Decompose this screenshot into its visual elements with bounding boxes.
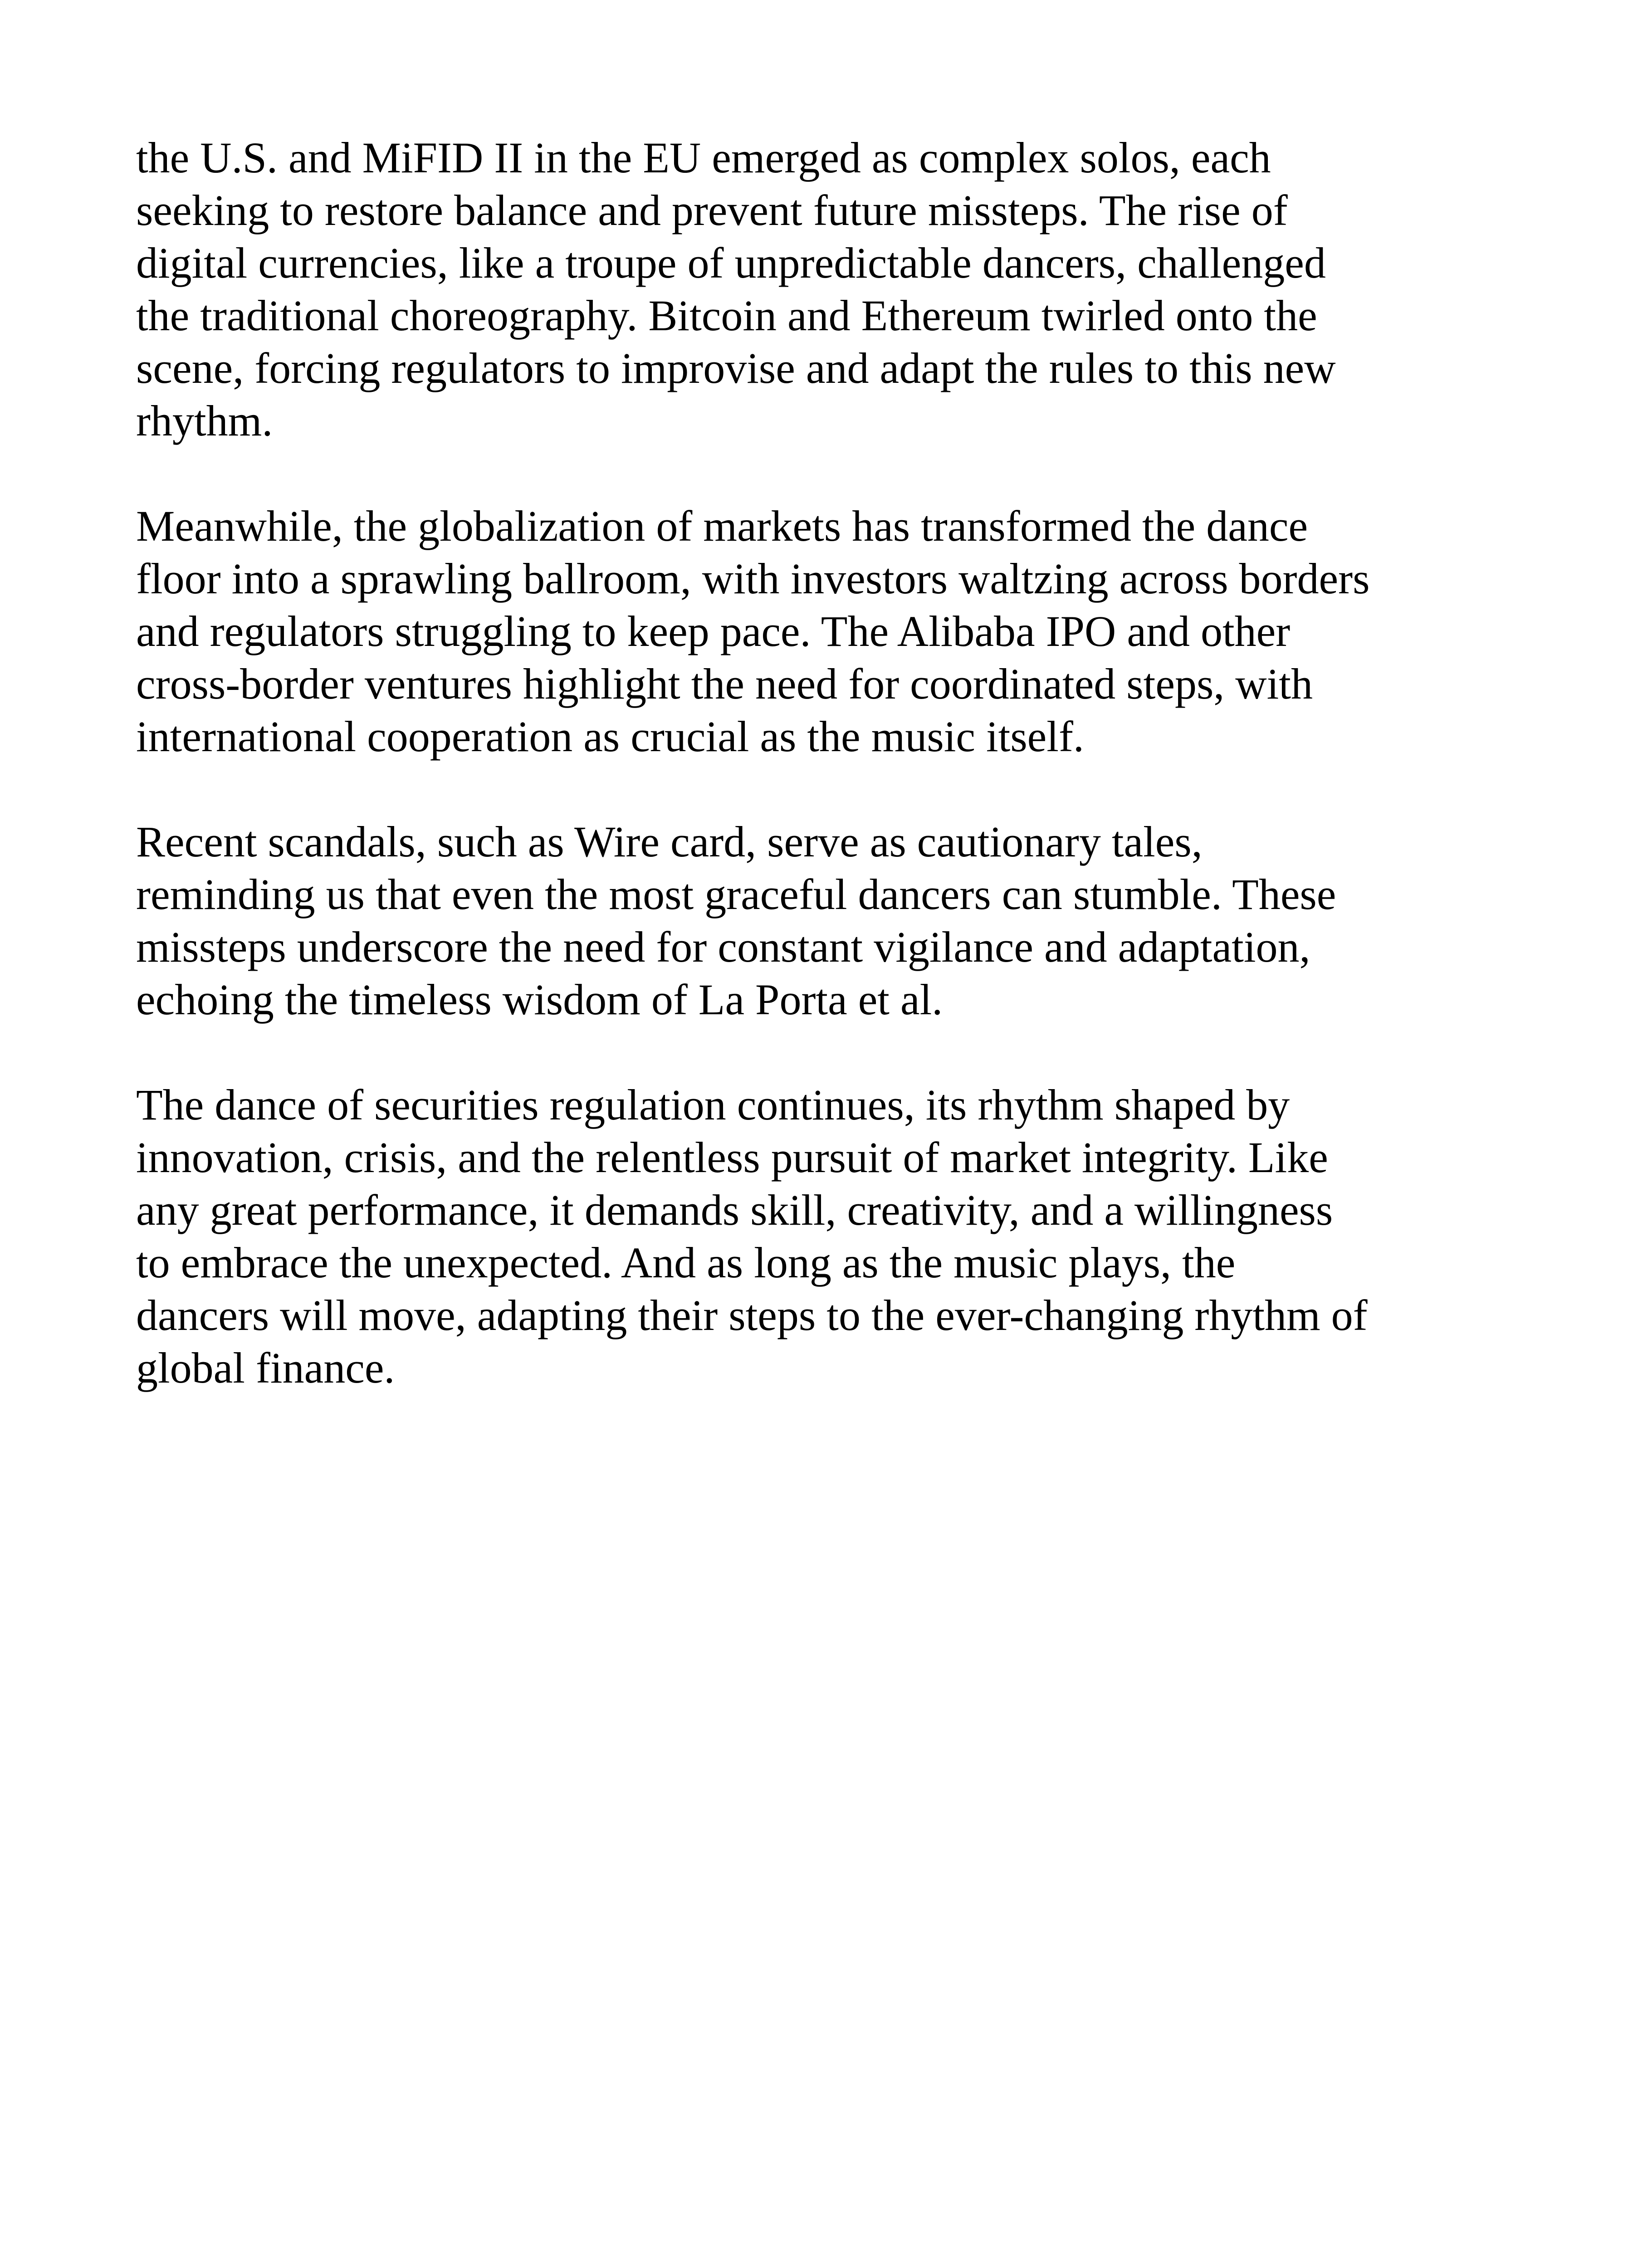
body-text (136, 132, 1497, 1447)
paragraph-3: Recent scandals, such as Wire card, serve as cautionary tales, reminding us that even the most graceful dancers can stumble. These missteps underscore the need for constant vigilance and adaptation, echoing the timeless wisdom of La Porta et al. (136, 817, 1336, 1024)
paragraph-4: The dance of securities regulation continues, its rhythm shaped by innovation, crisis, and the relentless pursuit of market integrity. Like any great performance, it demands skill, creativity, and a willingness to embrace the unexpected. And as long as the music plays, the dancers will move, adapting their steps to the ever-changing rhythm of global finance. (136, 1080, 1368, 1392)
paragraph-1: the U.S. and MiFID II in the EU emerged as complex solos, each seeking to restore balance and prevent future missteps. The rise of digital currencies, like a troupe of unpredictable dancers, challenged the traditional choreography. Bitcoin and Ethereum twirled onto the scene, forcing regulators to improvise and adapt the rules to this new rhythm. (136, 133, 1336, 445)
paragraph-2: Meanwhile, the globalization of markets has transformed the dance floor into a sprawling ballroom, with investors waltzing across borders and regulators struggling to keep pace. The Alibaba IPO and other cross-border ventures highlight the need for coordinated steps, with international cooperation as crucial as the music itself. (136, 502, 1370, 761)
